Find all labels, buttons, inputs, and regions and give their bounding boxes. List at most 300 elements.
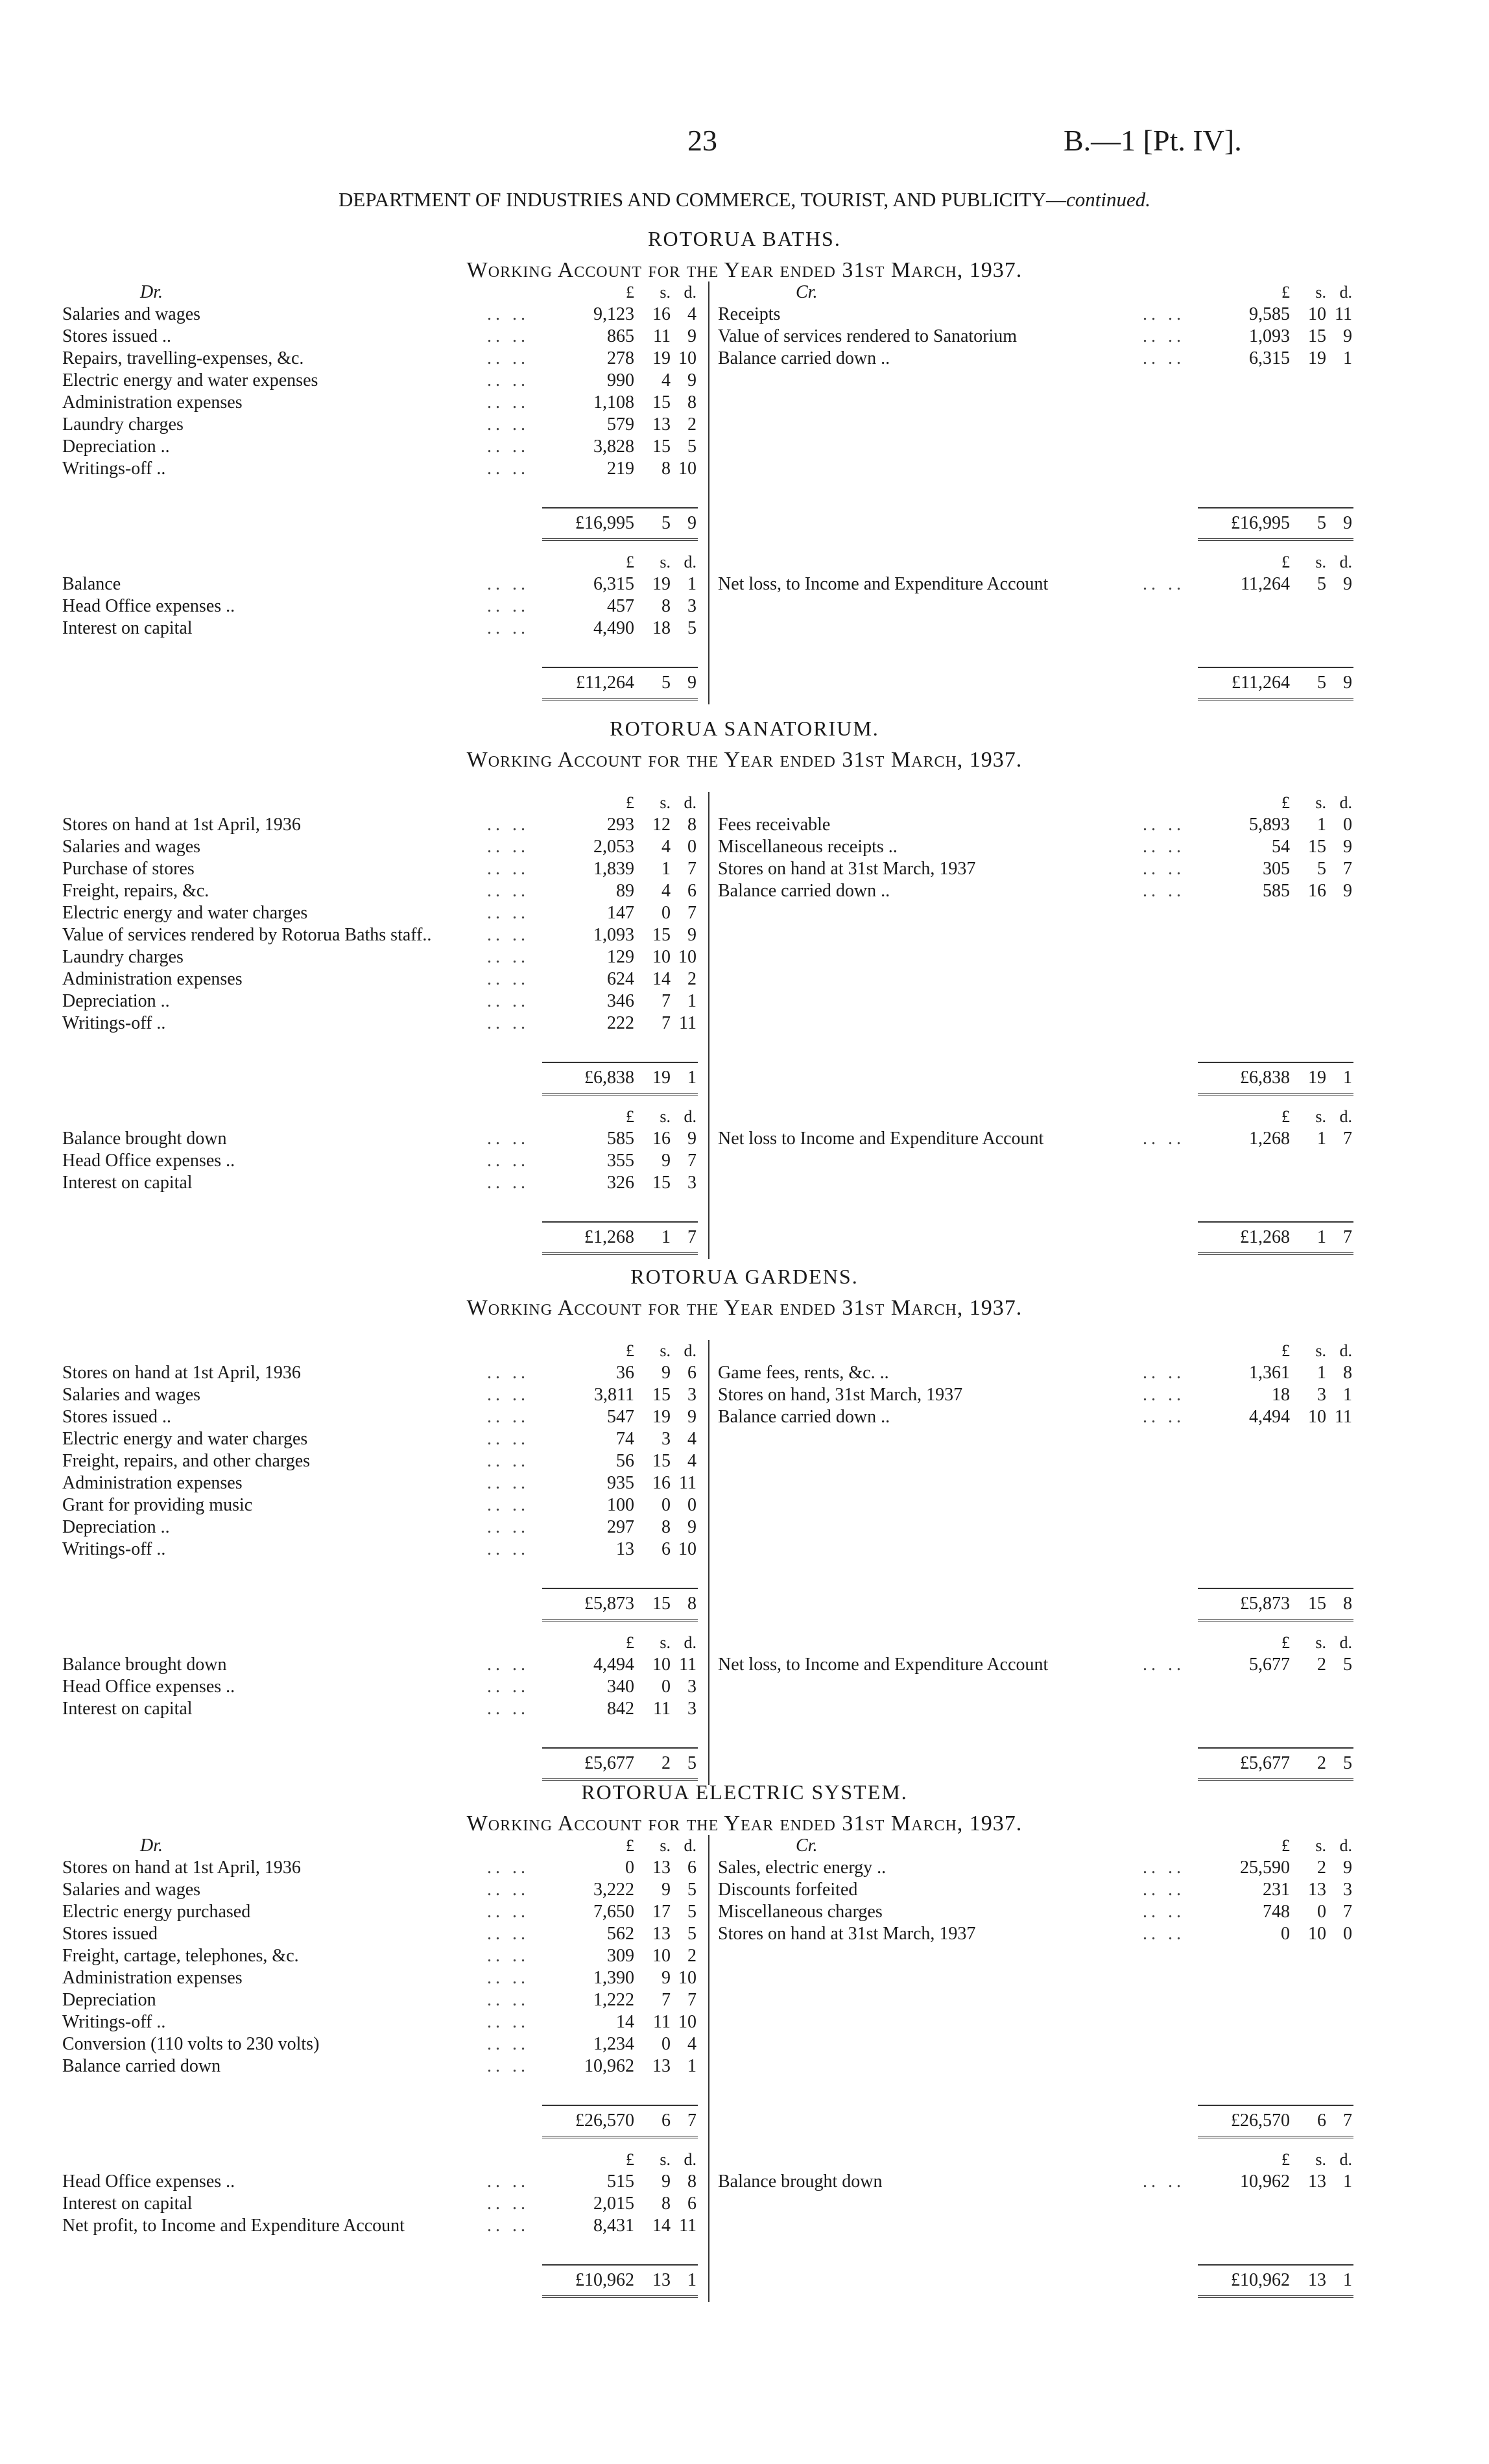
amount-pence: 9 xyxy=(1343,837,1352,857)
pence-symbol: d. xyxy=(684,793,697,812)
continued-label: continued. xyxy=(1066,188,1150,211)
ledger-row-label: Salaries and wages xyxy=(62,1880,201,1900)
total-single-line xyxy=(1198,1747,1353,1749)
currency-header xyxy=(62,792,698,814)
ledger-row-label: Administration expenses xyxy=(62,969,243,989)
amount-pounds: 585 xyxy=(1263,881,1290,901)
leader-dots: .. .. xyxy=(487,1858,529,1878)
amount-pounds: 222 xyxy=(607,1013,634,1033)
ledger-row-label: Net loss, to Income and Expenditure Account xyxy=(718,1655,1049,1675)
amount-pounds: 1,108 xyxy=(593,392,634,413)
total-double-line xyxy=(542,538,698,544)
amount-shillings: 1 xyxy=(661,859,671,879)
amount-shillings: 2 xyxy=(1317,1858,1326,1878)
total-rule xyxy=(718,2105,1353,2106)
section-title: ROTORUA SANATORIUM. xyxy=(610,717,879,740)
total-row xyxy=(62,1226,698,1249)
leader-dots: .. .. xyxy=(487,1473,529,1493)
amount-pounds: 4,494 xyxy=(593,1655,634,1675)
pence-symbol: d. xyxy=(1339,793,1352,812)
ledger-row-label: Stores on hand at 1st April, 1936 xyxy=(62,1363,301,1383)
amount-pounds: 231 xyxy=(1263,1880,1290,1900)
leader-dots: .. .. xyxy=(1143,1924,1185,1944)
amount-pounds: £10,962 xyxy=(1231,2270,1290,2290)
leader-dots: .. .. xyxy=(487,1385,529,1405)
amount-pounds: 0 xyxy=(625,1858,634,1878)
amount-shillings: 19 xyxy=(652,574,671,594)
ledger-row-label: Electric energy and water charges xyxy=(62,903,308,923)
section-subtitle: Working Account for the Year ended 31st March, 1937. xyxy=(466,1812,1023,1836)
amount-pence: 10 xyxy=(678,1968,697,1988)
leader-dots: .. .. xyxy=(1143,1655,1185,1675)
ledger-row xyxy=(62,1150,698,1172)
leader-dots: .. .. xyxy=(487,1655,529,1675)
amount-shillings: 5 xyxy=(1317,574,1326,594)
amount-pence: 1 xyxy=(687,574,697,594)
amount-pounds: £16,995 xyxy=(575,513,634,533)
total-rule xyxy=(718,507,1353,508)
amount-pounds: 1,093 xyxy=(593,925,634,945)
ledger-row xyxy=(62,2011,698,2033)
ledger-row xyxy=(718,1857,1353,1879)
amount-shillings: 15 xyxy=(652,437,671,457)
ledger-row xyxy=(62,436,698,458)
department-title xyxy=(0,188,1489,211)
pence-symbol: d. xyxy=(1339,1836,1352,1855)
amount-pounds: 2,015 xyxy=(593,2194,634,2214)
total-single-line xyxy=(542,1747,698,1749)
amount-pence: 0 xyxy=(687,837,697,857)
amount-pounds: £5,873 xyxy=(1240,1594,1290,1614)
amount-shillings: 13 xyxy=(652,1924,671,1944)
amount-pence: 7 xyxy=(687,1990,697,2010)
amount-pence: 1 xyxy=(1343,2171,1352,2192)
amount-pounds: 56 xyxy=(616,1451,634,1471)
leader-dots: .. .. xyxy=(1143,1902,1185,1922)
amount-pence: 8 xyxy=(1343,1594,1352,1614)
amount-pounds: 100 xyxy=(607,1495,634,1515)
column-divider xyxy=(708,1835,709,2302)
ledger-row-label: Depreciation xyxy=(62,1990,156,2010)
ledger-row xyxy=(718,573,1353,595)
amount-pounds: 74 xyxy=(616,1429,634,1449)
ledger-row-label: Interest on capital xyxy=(62,2194,193,2214)
ledger-row xyxy=(62,880,698,902)
amount-shillings: 5 xyxy=(1317,859,1326,879)
amount-pounds: 5,677 xyxy=(1249,1655,1290,1675)
amount-pounds: 990 xyxy=(607,370,634,390)
amount-pounds: 748 xyxy=(1263,1902,1290,1922)
amount-shillings: 4 xyxy=(661,837,671,857)
total-single-line xyxy=(542,1588,698,1589)
amount-pence: 10 xyxy=(678,1539,697,1559)
total-double-rule xyxy=(62,538,698,542)
amount-shillings: 17 xyxy=(652,1902,671,1922)
amount-pounds: 297 xyxy=(607,1517,634,1537)
leader-dots: .. .. xyxy=(1143,837,1185,857)
leader-dots: .. .. xyxy=(1143,1129,1185,1149)
ledger-row-label: Stores on hand, 31st March, 1937 xyxy=(718,1385,963,1405)
currency-header xyxy=(62,2149,698,2171)
ledger-row-label: Electric energy purchased xyxy=(62,1902,251,1922)
amount-pounds: 1,234 xyxy=(593,2034,634,2054)
amount-pounds: 7,650 xyxy=(593,1902,634,1922)
amount-pounds: 219 xyxy=(607,459,634,479)
ledger-row xyxy=(718,304,1353,326)
amount-shillings: 10 xyxy=(652,947,671,967)
amount-pounds: £26,570 xyxy=(575,2111,634,2131)
pounds-symbol: £ xyxy=(1281,283,1290,302)
ledger-row xyxy=(62,814,698,836)
leader-dots: .. .. xyxy=(487,1946,529,1966)
amount-pounds: 515 xyxy=(607,2171,634,2192)
pounds-symbol: £ xyxy=(1281,1836,1290,1855)
ledger-row-label: Fees receivable xyxy=(718,815,831,835)
total-row xyxy=(62,1752,698,1775)
amount-shillings: 13 xyxy=(652,2270,671,2290)
amount-pounds: 11,264 xyxy=(1241,574,1290,594)
amount-pence: 7 xyxy=(687,1151,697,1171)
pounds-symbol: £ xyxy=(626,793,634,812)
section-subtitle: Working Account for the Year ended 31st March, 1937. xyxy=(466,258,1023,282)
amount-shillings: 11 xyxy=(653,1699,671,1719)
leader-dots: .. .. xyxy=(487,859,529,879)
amount-pence: 9 xyxy=(687,513,697,533)
total-double-line xyxy=(1198,1619,1353,1624)
amount-shillings: 11 xyxy=(653,326,671,346)
amount-pounds: 935 xyxy=(607,1473,634,1493)
amount-shillings: 6 xyxy=(1317,2111,1326,2131)
total-rule xyxy=(718,1221,1353,1223)
leader-dots: .. .. xyxy=(1143,1407,1185,1427)
amount-shillings: 9 xyxy=(661,2171,671,2192)
amount-shillings: 10 xyxy=(1308,1407,1326,1427)
ledger-row xyxy=(62,1428,698,1450)
amount-pence: 7 xyxy=(1343,1129,1352,1149)
leader-dots: .. .. xyxy=(1143,2171,1185,2192)
ledger-row xyxy=(718,1406,1353,1428)
currency-header xyxy=(718,1632,1353,1654)
amount-pounds: 1,390 xyxy=(593,1968,634,1988)
leader-dots: .. .. xyxy=(487,1902,529,1922)
amount-shillings: 5 xyxy=(661,673,671,693)
shillings-symbol: s. xyxy=(1315,553,1326,571)
currency-header xyxy=(718,551,1353,573)
ledger-row-label: Miscellaneous charges xyxy=(718,1902,883,1922)
amount-shillings: 15 xyxy=(1308,837,1326,857)
amount-pence: 3 xyxy=(687,1173,697,1193)
amount-pence: 4 xyxy=(687,1451,697,1471)
leader-dots: .. .. xyxy=(487,1880,529,1900)
amount-pounds: 25,590 xyxy=(1240,1858,1290,1878)
amount-pounds: 309 xyxy=(607,1946,634,1966)
total-double-rule xyxy=(718,1252,1353,1256)
ledger-row-label: Freight, cartage, telephones, &c. xyxy=(62,1946,299,1966)
amount-pounds: 3,811 xyxy=(594,1385,634,1405)
ledger-row-label: Balance carried down .. xyxy=(718,881,890,901)
pence-symbol: d. xyxy=(1339,2150,1352,2169)
shillings-symbol: s. xyxy=(660,1836,671,1855)
amount-pence: 8 xyxy=(687,392,697,413)
ledger-row-label: Depreciation .. xyxy=(62,1517,170,1537)
section-title: ROTORUA GARDENS. xyxy=(630,1265,859,1288)
ledger-row-label: Freight, repairs, and other charges xyxy=(62,1451,311,1471)
ledger-row xyxy=(62,2171,698,2193)
ledger-row xyxy=(62,968,698,990)
leader-dots: .. .. xyxy=(487,1173,529,1193)
amount-pounds: 18 xyxy=(1272,1385,1290,1405)
ledger-row-label: Salaries and wages xyxy=(62,837,201,857)
amount-pounds: 547 xyxy=(607,1407,634,1427)
amount-pence: 3 xyxy=(1343,1880,1352,1900)
ledger-row xyxy=(718,326,1353,348)
cr-label: Cr. xyxy=(796,1836,818,1856)
ledger-row-label: Head Office expenses .. xyxy=(62,2171,235,2192)
total-double-rule xyxy=(62,698,698,702)
ledger-row xyxy=(718,836,1353,858)
ledger-row xyxy=(62,1945,698,1967)
amount-pounds: 355 xyxy=(607,1151,634,1171)
ledger-row xyxy=(718,1362,1353,1384)
shillings-symbol: s. xyxy=(660,1341,671,1360)
leader-dots: .. .. xyxy=(487,1517,529,1537)
leader-dots: .. .. xyxy=(1143,326,1185,346)
amount-pence: 9 xyxy=(687,326,697,346)
ledger-row-label: Stores on hand at 1st April, 1936 xyxy=(62,1858,301,1878)
leader-dots: .. .. xyxy=(487,618,529,638)
ledger-row-label: Balance carried down xyxy=(62,2056,221,2076)
ledger-row xyxy=(62,458,698,480)
total-row xyxy=(62,2110,698,2132)
pounds-symbol: £ xyxy=(1281,553,1290,571)
amount-pence: 11 xyxy=(679,1013,697,1033)
leader-dots: .. .. xyxy=(487,596,529,616)
amount-pence: 8 xyxy=(687,2171,697,2192)
leader-dots: .. .. xyxy=(487,2034,529,2054)
total-single-line xyxy=(1198,1221,1353,1223)
leader-dots: .. .. xyxy=(487,1495,529,1515)
amount-shillings: 5 xyxy=(1317,673,1326,693)
leader-dots: .. .. xyxy=(487,1451,529,1471)
leader-dots: .. .. xyxy=(487,1677,529,1697)
pence-symbol: d. xyxy=(684,2150,697,2169)
total-double-rule xyxy=(718,2295,1353,2299)
ledger-row-label: Electric energy and water charges xyxy=(62,1429,308,1449)
leader-dots: .. .. xyxy=(1143,881,1185,901)
ledger-row xyxy=(62,2055,698,2077)
ledger-row xyxy=(62,2193,698,2215)
currency-header xyxy=(62,551,698,573)
pence-symbol: d. xyxy=(1339,1107,1352,1126)
ledger-row-label: Balance carried down .. xyxy=(718,1407,890,1427)
ledger-row xyxy=(62,414,698,436)
ledger-row xyxy=(62,1538,698,1561)
shillings-symbol: s. xyxy=(1315,793,1326,812)
ledger-row-label: Net loss, to Income and Expenditure Account xyxy=(718,574,1049,594)
ledger-row-label: Grant for providing music xyxy=(62,1495,253,1515)
pence-symbol: d. xyxy=(684,1107,697,1126)
amount-shillings: 15 xyxy=(652,392,671,413)
pounds-symbol: £ xyxy=(626,1633,634,1652)
amount-pence: 9 xyxy=(687,1407,697,1427)
amount-pounds: 0 xyxy=(1281,1924,1290,1944)
amount-pounds: £1,268 xyxy=(1240,1227,1290,1247)
section-subtitle: Working Account for the Year ended 31st March, 1937. xyxy=(466,1296,1023,1320)
amount-pounds: 13 xyxy=(616,1539,634,1559)
amount-pence: 10 xyxy=(678,348,697,368)
amount-pounds: 1,839 xyxy=(593,859,634,879)
amount-pounds: 9,123 xyxy=(593,304,634,324)
amount-shillings: 1 xyxy=(1317,1227,1326,1247)
ledger-row xyxy=(62,2215,698,2237)
ledger-row-label: Balance brought down xyxy=(62,1129,227,1149)
leader-dots: .. .. xyxy=(487,947,529,967)
amount-pence: 1 xyxy=(687,1068,697,1088)
total-single-line xyxy=(1198,1062,1353,1063)
amount-pence: 9 xyxy=(1343,1858,1352,1878)
ledger-row xyxy=(62,326,698,348)
ledger-row-label: Sales, electric energy .. xyxy=(718,1858,887,1878)
amount-shillings: 0 xyxy=(661,903,671,923)
amount-pence: 11 xyxy=(679,1473,697,1493)
leader-dots: .. .. xyxy=(487,1013,529,1033)
amount-pence: 11 xyxy=(679,2216,697,2236)
total-double-line xyxy=(542,698,698,703)
amount-pence: 7 xyxy=(1343,2111,1352,2131)
dr-label: Dr. xyxy=(140,282,163,302)
amount-pounds: 346 xyxy=(607,991,634,1011)
amount-pence: 1 xyxy=(687,2056,697,2076)
page-number: 23 xyxy=(687,124,717,157)
ledger-row xyxy=(62,1494,698,1516)
amount-pounds: £16,995 xyxy=(1231,513,1290,533)
ledger-row-label: Stores issued .. xyxy=(62,1407,171,1427)
amount-pence: 11 xyxy=(1335,1407,1352,1427)
shillings-symbol: s. xyxy=(1315,1633,1326,1652)
amount-shillings: 7 xyxy=(661,1990,671,2010)
amount-pounds: 129 xyxy=(607,947,634,967)
amount-pounds: 340 xyxy=(607,1677,634,1697)
currency-header xyxy=(62,1632,698,1654)
ledger-row xyxy=(62,617,698,640)
shillings-symbol: s. xyxy=(1315,1341,1326,1360)
amount-pounds: £26,570 xyxy=(1231,2111,1290,2131)
amount-shillings: 7 xyxy=(661,991,671,1011)
amount-pence: 10 xyxy=(678,947,697,967)
amount-pounds: 10,962 xyxy=(1240,2171,1290,2192)
amount-pounds: £5,873 xyxy=(584,1594,634,1614)
pence-symbol: d. xyxy=(1339,1633,1352,1652)
amount-pounds: 4,490 xyxy=(593,618,634,638)
amount-pence: 0 xyxy=(1343,815,1352,835)
amount-pence: 7 xyxy=(1343,1227,1352,1247)
amount-pounds: 1,361 xyxy=(1249,1363,1290,1383)
shillings-symbol: s. xyxy=(660,1633,671,1652)
section-title: ROTORUA ELECTRIC SYSTEM. xyxy=(581,1780,908,1804)
amount-shillings: 9 xyxy=(661,1151,671,1171)
amount-pence: 7 xyxy=(1343,1902,1352,1922)
total-double-rule xyxy=(718,1093,1353,1097)
dr-label: Dr. xyxy=(140,1836,163,1856)
amount-shillings: 2 xyxy=(1317,1753,1326,1773)
amount-pence: 9 xyxy=(687,1517,697,1537)
ledger-row-label: Interest on capital xyxy=(62,1173,193,1193)
leader-dots: .. .. xyxy=(1143,1880,1185,1900)
ledger-row-label: Writings-off .. xyxy=(62,459,166,479)
leader-dots: .. .. xyxy=(487,1539,529,1559)
cr-label: Cr. xyxy=(796,282,818,302)
amount-pence: 7 xyxy=(687,1227,697,1247)
leader-dots: .. .. xyxy=(487,991,529,1011)
ledger-row-label: Miscellaneous receipts .. xyxy=(718,837,898,857)
amount-pence: 5 xyxy=(687,618,697,638)
total-single-line xyxy=(542,2264,698,2266)
section-subtitle: Working Account for the Year ended 31st March, 1937. xyxy=(466,748,1023,772)
amount-shillings: 0 xyxy=(661,2034,671,2054)
amount-pence: 3 xyxy=(687,1677,697,1697)
total-rule xyxy=(718,1062,1353,1063)
total-double-line xyxy=(1198,538,1353,544)
leader-dots: .. .. xyxy=(487,1129,529,1149)
pence-symbol: d. xyxy=(684,1633,697,1652)
ledger-row xyxy=(718,814,1353,836)
ledger-row-label: Balance xyxy=(62,574,121,594)
amount-pence: 9 xyxy=(687,925,697,945)
ledger-row-label: Purchase of stores xyxy=(62,859,195,879)
currency-header xyxy=(718,1106,1353,1128)
ledger-row xyxy=(62,924,698,946)
total-double-line xyxy=(542,1093,698,1098)
ledger-row-label: Administration expenses xyxy=(62,1473,243,1493)
amount-pounds: 579 xyxy=(607,414,634,435)
amount-shillings: 3 xyxy=(661,1429,671,1449)
ledger-row xyxy=(62,990,698,1012)
leader-dots: .. .. xyxy=(487,837,529,857)
amount-pounds: £11,264 xyxy=(576,673,634,693)
total-single-line xyxy=(542,2105,698,2106)
ledger-row xyxy=(62,1128,698,1150)
amount-shillings: 4 xyxy=(661,370,671,390)
total-rule xyxy=(718,1588,1353,1589)
amount-pounds: £5,677 xyxy=(1240,1753,1290,1773)
ledger-row xyxy=(62,1654,698,1676)
ledger-row-label: Discounts forfeited xyxy=(718,1880,858,1900)
amount-shillings: 15 xyxy=(652,1594,671,1614)
total-double-rule xyxy=(62,2136,698,2140)
amount-pence: 1 xyxy=(1343,1068,1352,1088)
pence-symbol: d. xyxy=(684,553,697,571)
total-rule xyxy=(62,507,698,508)
total-double-rule xyxy=(718,538,1353,542)
leader-dots: .. .. xyxy=(1143,348,1185,368)
total-double-line xyxy=(1198,2136,1353,2141)
leader-dots: .. .. xyxy=(487,881,529,901)
total-row xyxy=(62,1593,698,1615)
amount-shillings: 3 xyxy=(1317,1385,1326,1405)
ledger-row-label: Value of services rendered by Rotorua Baths staff.. xyxy=(62,925,432,945)
amount-shillings: 4 xyxy=(661,881,671,901)
total-row xyxy=(718,2269,1353,2291)
total-double-rule xyxy=(62,1093,698,1097)
amount-pounds: 457 xyxy=(607,596,634,616)
leader-dots: .. .. xyxy=(1143,1858,1185,1878)
pence-symbol: d. xyxy=(1339,1341,1352,1360)
amount-shillings: 13 xyxy=(652,2056,671,2076)
leader-dots: .. .. xyxy=(487,437,529,457)
section-title: ROTORUA BATHS. xyxy=(648,227,841,250)
amount-pence: 2 xyxy=(687,1946,697,1966)
leader-dots: .. .. xyxy=(487,1407,529,1427)
